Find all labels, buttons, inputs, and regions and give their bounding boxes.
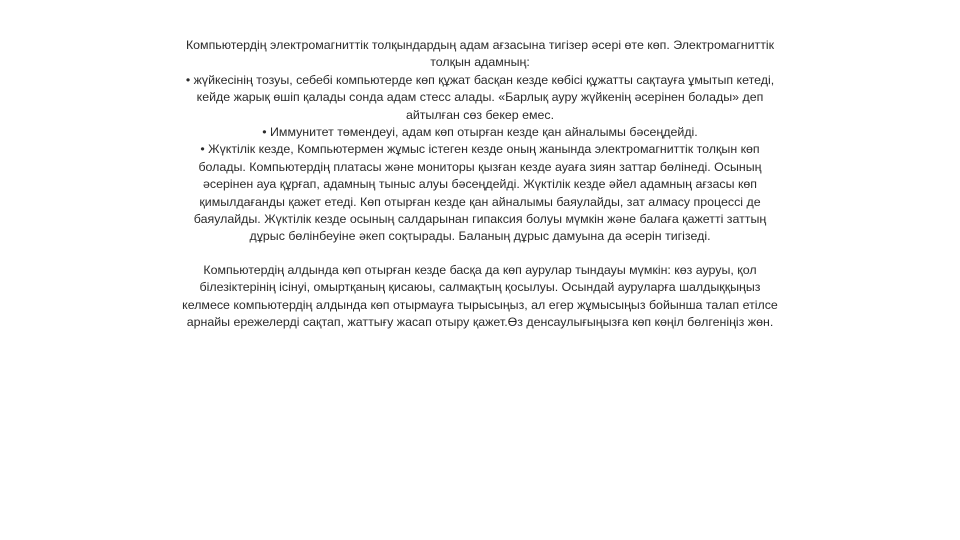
text-line: әсерінен ауа құрғап, адамның тыныс алуы бәсеңдейді. Жүктілік кезде әйел адамның ағзасы көп	[202, 177, 757, 192]
text-line: қимылдағанды қажет етеді. Көп отырған кезде қан айналымы баяулайды, зат алмасу процессі де	[199, 194, 761, 209]
text-line: болады. Компьютердің платасы және мониторы қызған кезде ауаға зиян заттар бөлінеді. Осының	[198, 159, 762, 174]
paragraph-advice	[120, 262, 840, 332]
text-line: арнайы ережелерді сақтап, жаттығу жасап отыру қажет.Өз денсаулығыңызға көп көңіл бөлгеніңіз жөн.	[186, 315, 774, 330]
paragraph-effects	[120, 37, 840, 246]
paragraph-gap	[120, 246, 840, 262]
text-line: айтылған сөз бекер емес.	[405, 107, 555, 122]
text-line: Компьютердің алдында көп отырған кезде басқа да көп аурулар тындауы мүмкін: көз ауруы, қол	[203, 262, 757, 277]
slide-text-block	[120, 37, 840, 332]
text-line: келмесе компьютердің алдында көп отырмауға тырысыңыз, ал егер жұмысыңыз бойынша талап етілсе	[182, 297, 778, 312]
text-line: баяулайды. Жүктілік кезде осының салдарынан гипаксия болуы мүмкін және балаға қажетті заттың	[193, 212, 767, 227]
text-line: Компьютердің электромагниттік толқындардың адам ағзасына тигізер әсері өте көп. Электромагниттік	[185, 38, 775, 52]
bullet-nerves: • жүйкесінің тозуы, себебі компьютерде көп құжат басқан кезде көбісі құжатты сақтауға ұмытып кетеді,	[185, 72, 775, 87]
text-line: дұрыс бөлінбеуіне әкеп соқтырады. Баланың дұрыс дамуына да әсерін тигізеді.	[249, 229, 711, 244]
text-line: кейде жарық өшіп қалады сонда адам стесс алады. «Барлық ауру жүйкенің әсерінен болады» деп	[196, 90, 764, 105]
text-line: білезіктерінің ісінуі, омыртқаның қисаюы, салмақтың қосылуы. Осындай ауруларға шалдыққыңыз	[199, 280, 761, 295]
bullet-immunity: • Иммунитет төмендеуі, адам көп отырған кезде қан айналымы бәсеңдейді.	[262, 125, 698, 140]
bullet-pregnancy: • Жүктілік кезде, Компьютермен жұмыс істеген кезде оның жанында электромагниттік толқын көп	[200, 142, 760, 157]
text-line: толқын адамның:	[430, 55, 530, 70]
